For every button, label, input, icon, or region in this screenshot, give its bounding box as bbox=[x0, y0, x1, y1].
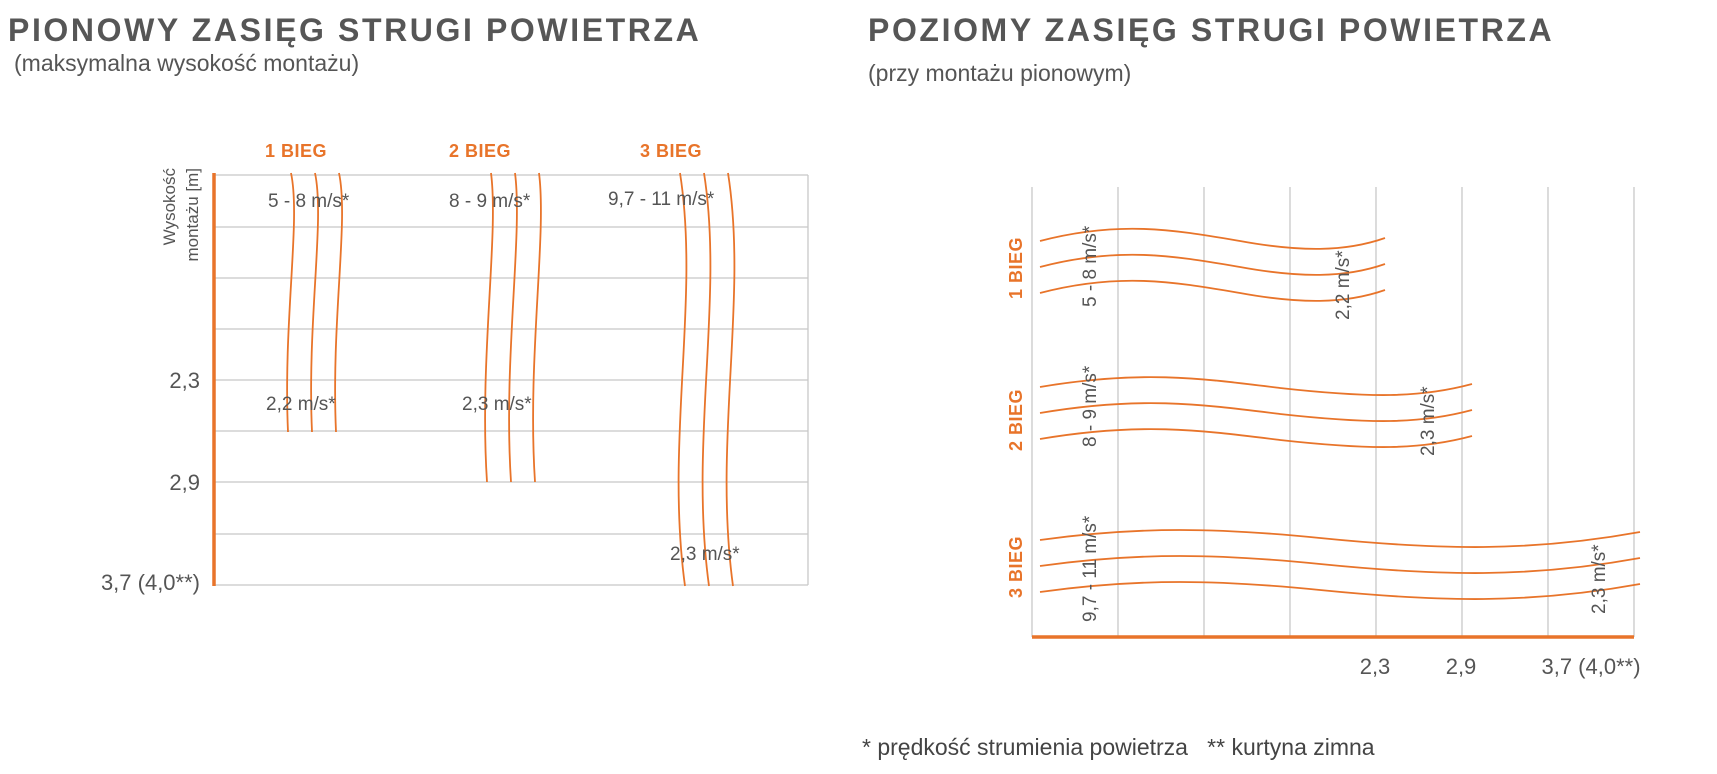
airstream-line bbox=[1040, 582, 1640, 599]
horizontal-chart bbox=[1006, 187, 1641, 679]
x-tick-label: 2,3 bbox=[1359, 654, 1391, 679]
gear-1-end-speed: 2,2 m/s* bbox=[266, 394, 336, 415]
airstream-line bbox=[509, 173, 517, 482]
gear-2-end-speed: 2,3 m/s* bbox=[1418, 386, 1439, 456]
gear-1-start-speed: 5 - 8 m/s* bbox=[1080, 225, 1101, 307]
gear-1-end-speed: 2,2 m/s* bbox=[1333, 250, 1354, 320]
gear-3-start-speed: 9,7 - 11 m/s* bbox=[1080, 515, 1101, 622]
horizontal-range-title: POZIOMY ZASIĘG STRUGI POWIETRZA bbox=[868, 12, 1555, 48]
vertical-grid bbox=[214, 175, 808, 585]
gear-1-label: 1 BIEG bbox=[1006, 236, 1026, 300]
y-tick-label: 2,9 bbox=[169, 470, 200, 495]
gear-3-airstream bbox=[1040, 530, 1640, 599]
vertical-range-subtitle: (maksymalna wysokość montażu) bbox=[14, 50, 360, 76]
airstream-line bbox=[485, 173, 493, 482]
gear-2-airstream bbox=[485, 173, 541, 482]
x-tick-label: 3,7 (4,0**) bbox=[1541, 654, 1641, 679]
y-axis-label-line1: Wysokość bbox=[160, 168, 179, 246]
gear-3-label: 3 BIEG bbox=[1006, 535, 1026, 599]
x-tick-label: 2,9 bbox=[1445, 654, 1477, 679]
footnote: * prędkość strumienia powietrza ** kurtyna zimna bbox=[862, 734, 1375, 760]
gear-3-end-speed: 2,3 m/s* bbox=[1589, 544, 1610, 614]
gear-1-label: 1 BIEG bbox=[264, 141, 328, 161]
airstream-line bbox=[1040, 429, 1472, 447]
vertical-chart bbox=[101, 141, 808, 595]
gear-2-airstream bbox=[1040, 377, 1472, 447]
gear-2-end-speed: 2,3 m/s* bbox=[462, 394, 532, 415]
gear-2-start-speed: 8 - 9 m/s* bbox=[1080, 365, 1101, 447]
gear-2-label: 2 BIEG bbox=[1006, 388, 1026, 452]
airstream-line bbox=[533, 173, 541, 482]
y-tick-label: 3,7 (4,0**) bbox=[100, 570, 200, 595]
y-tick-label: 2,3 bbox=[169, 368, 200, 393]
gear-3-start-speed: 9,7 - 11 m/s* bbox=[608, 189, 715, 210]
gear-2-start-speed: 8 - 9 m/s* bbox=[449, 191, 531, 212]
airstream-line bbox=[1040, 377, 1472, 395]
vertical-range-title: PIONOWY ZASIĘG STRUGI POWIETRZA bbox=[8, 12, 702, 48]
airstream-line bbox=[1040, 530, 1640, 547]
gear-3-label: 3 BIEG bbox=[639, 141, 703, 161]
gear-2-label: 2 BIEG bbox=[448, 141, 512, 161]
horizontal-range-subtitle: (przy montażu pionowym) bbox=[868, 60, 1132, 86]
y-axis-label-line2: montażu [m] bbox=[183, 168, 202, 262]
gear-3-end-speed: 2,3 m/s* bbox=[670, 544, 740, 565]
gear-1-start-speed: 5 - 8 m/s* bbox=[268, 191, 350, 212]
airstream-line bbox=[1040, 403, 1472, 421]
airstream-line bbox=[1040, 556, 1640, 573]
